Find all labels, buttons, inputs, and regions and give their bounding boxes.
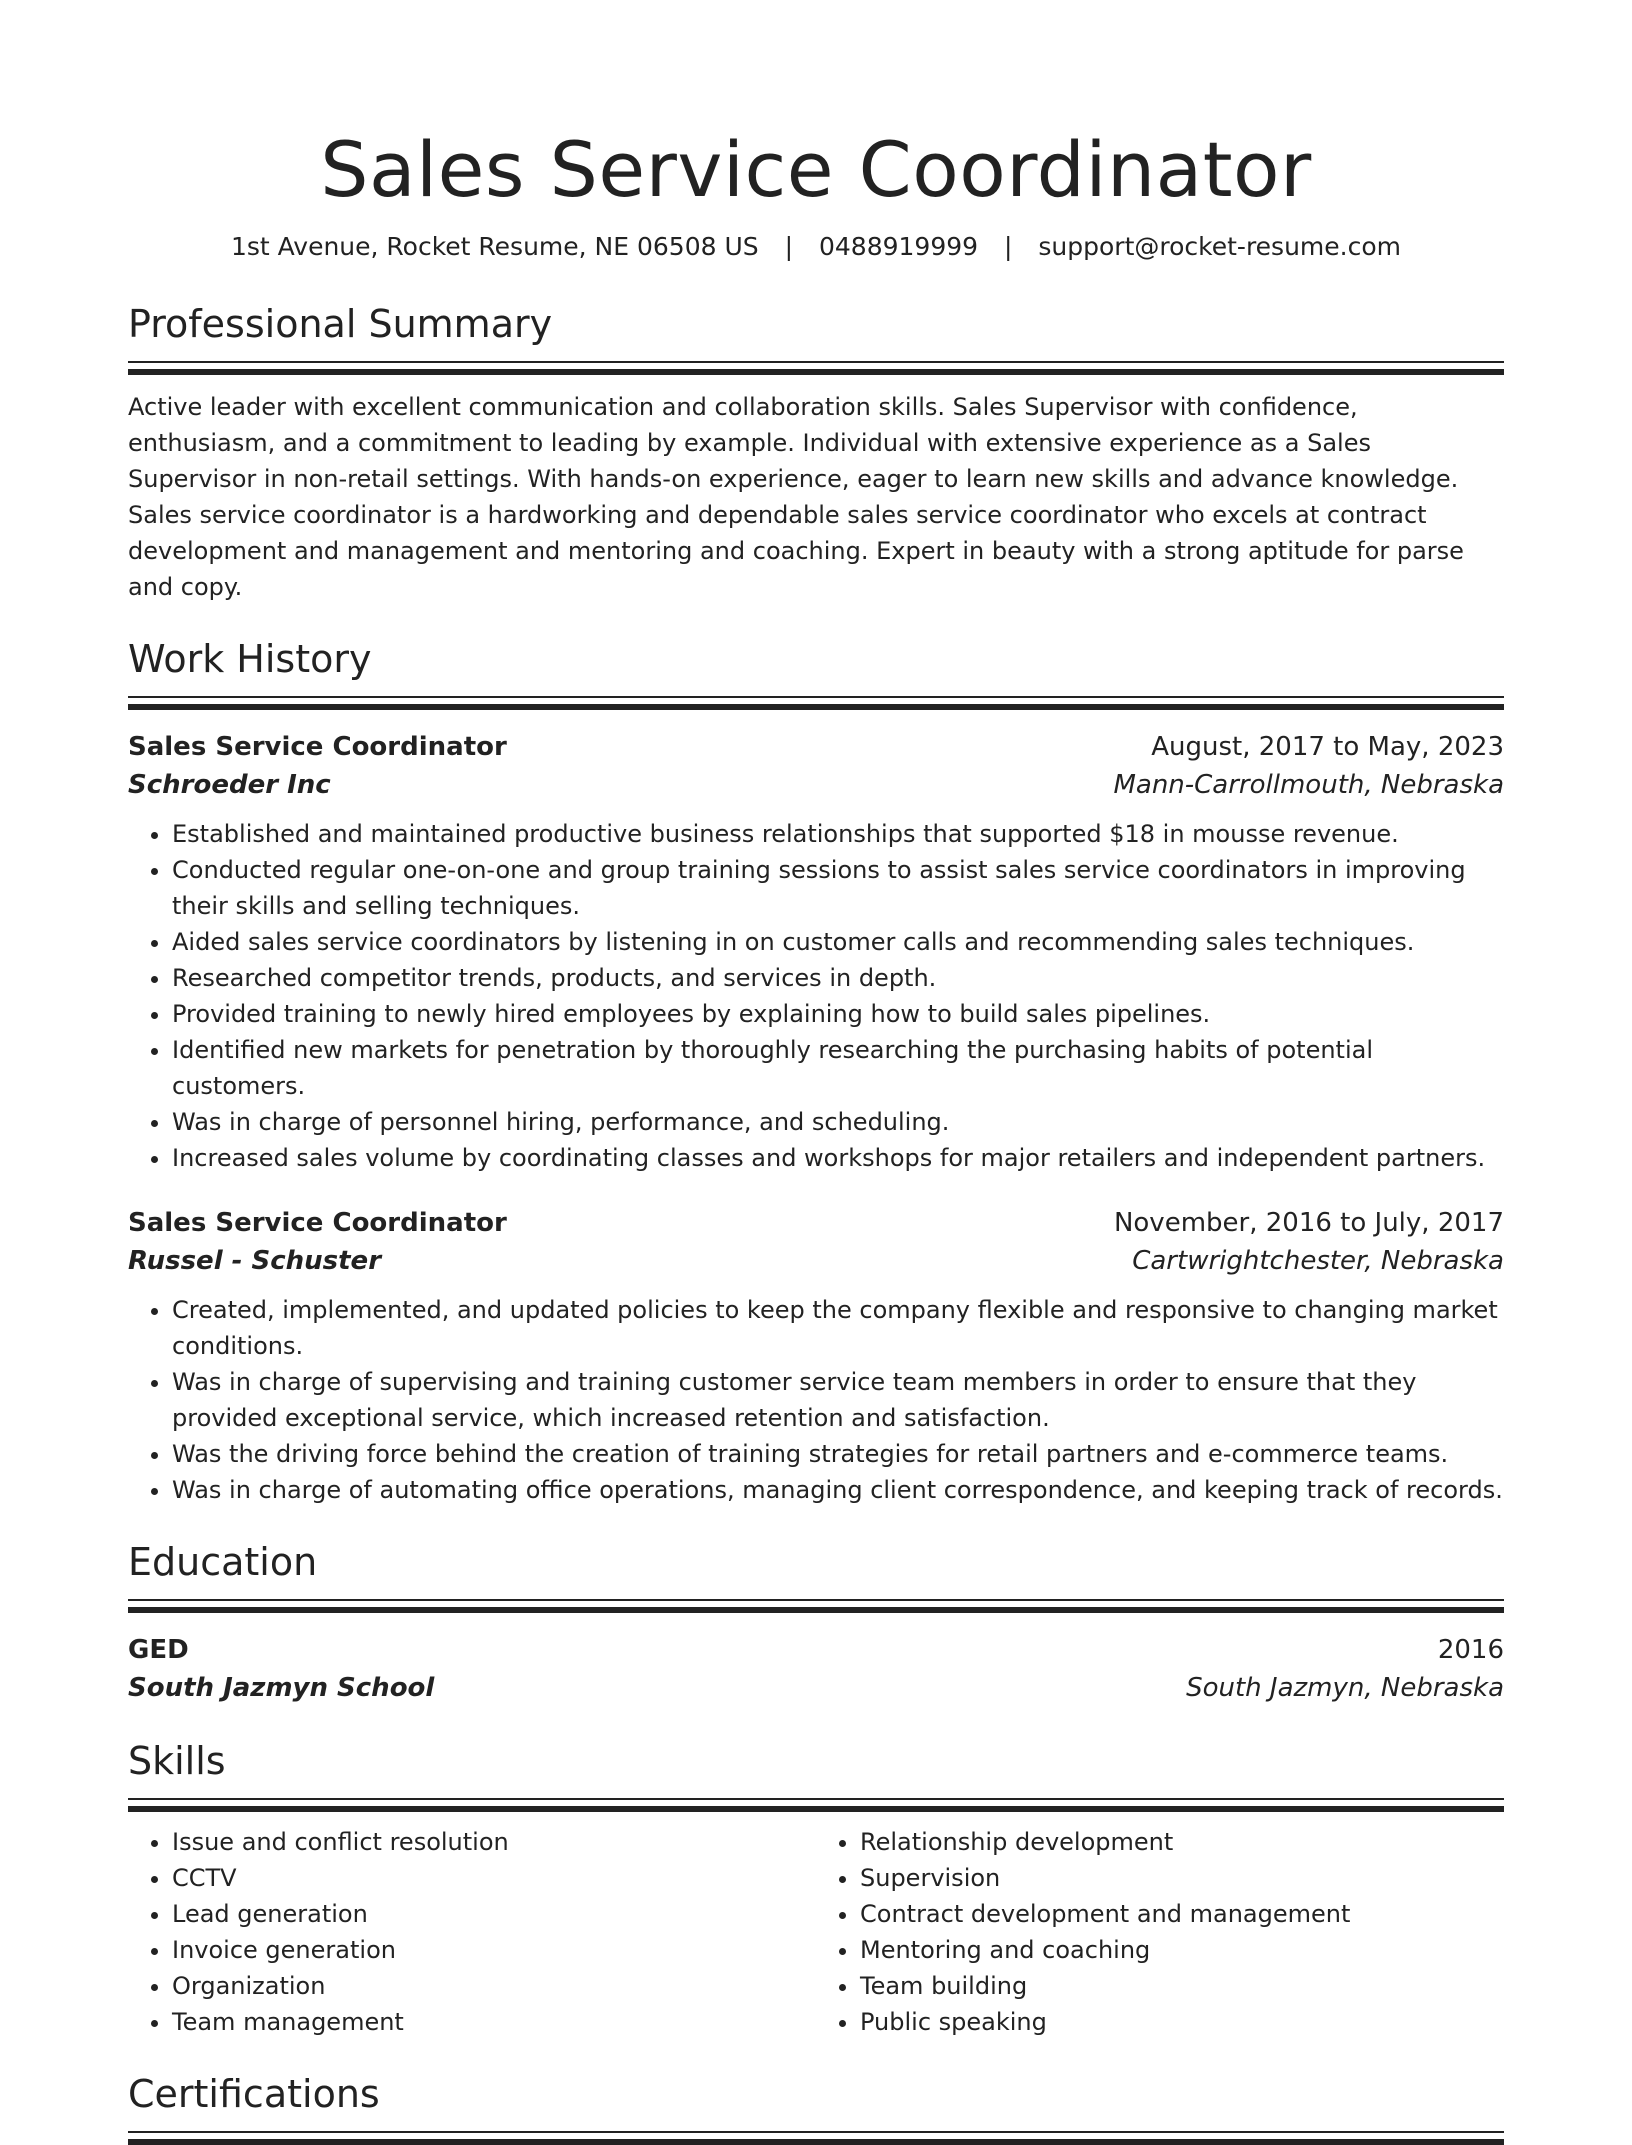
job-entry <box>128 1204 1504 1508</box>
job-bullet: • Was the driving force behind the creation of training strategies for retail partners and e-commerce teams. <box>172 1436 1504 1472</box>
education-section <box>128 1538 1504 1707</box>
job-location: Cartwrightchester, Nebraska <box>1132 1246 1504 1276</box>
contact-email[interactable]: support@rocket-resume.com <box>1038 232 1402 261</box>
job-bullet: • Established and maintained productive business relationships that supported $18 in mousse revenue. <box>172 816 1504 852</box>
job-title: Sales Service Coordinator <box>128 732 507 762</box>
section-divider <box>128 1798 1504 1800</box>
job-bullet: • Was in charge of supervising and training customer service team members in order to ensure that they provided exceptional service, which increased retention and satisfaction. <box>172 1364 1504 1436</box>
contact-line <box>128 230 1504 264</box>
section-divider-thick <box>128 369 1504 375</box>
summary-text: Active leader with excellent communication and collaboration skills. Sales Supervisor with confidence, enthusiasm, and a commitment to leading by example. Individual with extensive experience as a Sales Supervisor in non-retail settings. With hands-on experience, eager to learn new skills and advance knowledge. Sales service coordinator is a hardworking and dependable sales service coordinator who excels at contract development and management and mentoring and coaching. Expert in beauty with a strong aptitude for parse and copy. <box>128 393 1464 601</box>
job-company: Russel - Schuster <box>128 1246 382 1276</box>
job-dates: August, 2017 to May, 2023 <box>1151 732 1504 762</box>
section-title-work-history: Work History <box>128 637 372 681</box>
skill-item: • Organization <box>172 1968 816 2004</box>
section-divider <box>128 2131 1504 2133</box>
job-bullet: • Aided sales service coordinators by listening in on customer calls and recommending sales techniques. <box>172 924 1504 960</box>
skill-item: • Public speaking <box>860 2004 1504 2040</box>
contact-separator: | <box>1004 232 1013 261</box>
education-location: South Jazmyn, Nebraska <box>1186 1673 1504 1703</box>
job-bullet: • Created, implemented, and updated policies to keep the company flexible and responsive to changing market conditions. <box>172 1292 1504 1364</box>
education-entry <box>128 1631 1504 1707</box>
skill-item: • Team management <box>172 2004 816 2040</box>
job-header-row <box>128 728 1504 766</box>
skill-item: • Issue and conflict resolution <box>172 1824 816 1860</box>
education-degree: GED <box>128 1635 189 1665</box>
candidate-name: Sales Service Coordinator <box>320 125 1312 214</box>
contact-phone: 0488919999 <box>819 232 979 261</box>
job-header-row <box>128 1204 1504 1242</box>
contact-address: 1st Avenue, Rocket Resume, NE 06508 US <box>230 232 759 261</box>
job-title: Sales Service Coordinator <box>128 1208 507 1238</box>
job-company: Schroeder Inc <box>128 770 331 800</box>
section-divider <box>128 1599 1504 1601</box>
contact-separator: | <box>784 232 794 261</box>
section-title-skills: Skills <box>128 1739 226 1783</box>
certifications-section <box>128 2070 1504 2145</box>
summary-section <box>128 300 1504 605</box>
job-bullet: • Provided training to newly hired employees by explaining how to build sales pipelines. <box>172 996 1504 1032</box>
skills-columns <box>128 1824 1504 2040</box>
resume-page <box>128 0 1504 2145</box>
skill-item: • Lead generation <box>172 1896 816 1932</box>
job-bullet: • Researched competitor trends, products, and services in depth. <box>172 960 1504 996</box>
skills-list-right <box>816 1824 1504 2040</box>
job-bullets <box>128 816 1504 1176</box>
skills-section <box>128 1737 1504 2040</box>
job-bullet: • Was in charge of personnel hiring, performance, and scheduling. <box>172 1104 1504 1140</box>
education-year: 2016 <box>1437 1635 1504 1665</box>
job-bullet: • Conducted regular one-on-one and group training sessions to assist sales service coordinators in improving their skills and selling techniques. <box>172 852 1504 924</box>
job-bullets <box>128 1292 1504 1508</box>
job-entry <box>128 728 1504 1176</box>
skill-item: • Supervision <box>860 1860 1504 1896</box>
section-divider <box>128 361 1504 363</box>
section-divider-thick <box>128 704 1504 710</box>
education-school: South Jazmyn School <box>128 1673 435 1703</box>
work-history-section <box>128 635 1504 1508</box>
skills-list-left <box>128 1824 816 2040</box>
skill-item: • Invoice generation <box>172 1932 816 1968</box>
job-location: Mann-Carrollmouth, Nebraska <box>1113 770 1504 800</box>
job-bullet: • Increased sales volume by coordinating classes and workshops for major retailers and independent partners. <box>172 1140 1504 1176</box>
job-dates: November, 2016 to July, 2017 <box>1113 1208 1504 1238</box>
job-bullet: • Was in charge of automating office operations, managing client correspondence, and keeping track of records. <box>172 1472 1504 1508</box>
education-header-row <box>128 1631 1504 1669</box>
job-company-row <box>128 766 1504 804</box>
skill-item: • Mentoring and coaching <box>860 1932 1504 1968</box>
section-title-certifications: Certifications <box>128 2072 380 2116</box>
section-title-education: Education <box>128 1540 318 1584</box>
section-divider-thick <box>128 1607 1504 1613</box>
job-bullet: • Identified new markets for penetration by thoroughly researching the purchasing habits of potential customers. <box>172 1032 1504 1104</box>
section-divider-thick <box>128 1806 1504 1812</box>
section-divider <box>128 696 1504 698</box>
section-divider-thick <box>128 2139 1504 2145</box>
education-school-row <box>128 1669 1504 1707</box>
section-title-summary: Professional Summary <box>128 302 553 346</box>
skill-item: • Team building <box>860 1968 1504 2004</box>
skill-item: • Relationship development <box>860 1824 1504 1860</box>
skill-item: • Contract development and management <box>860 1896 1504 1932</box>
job-company-row <box>128 1242 1504 1280</box>
skill-item: • CCTV <box>172 1860 816 1896</box>
